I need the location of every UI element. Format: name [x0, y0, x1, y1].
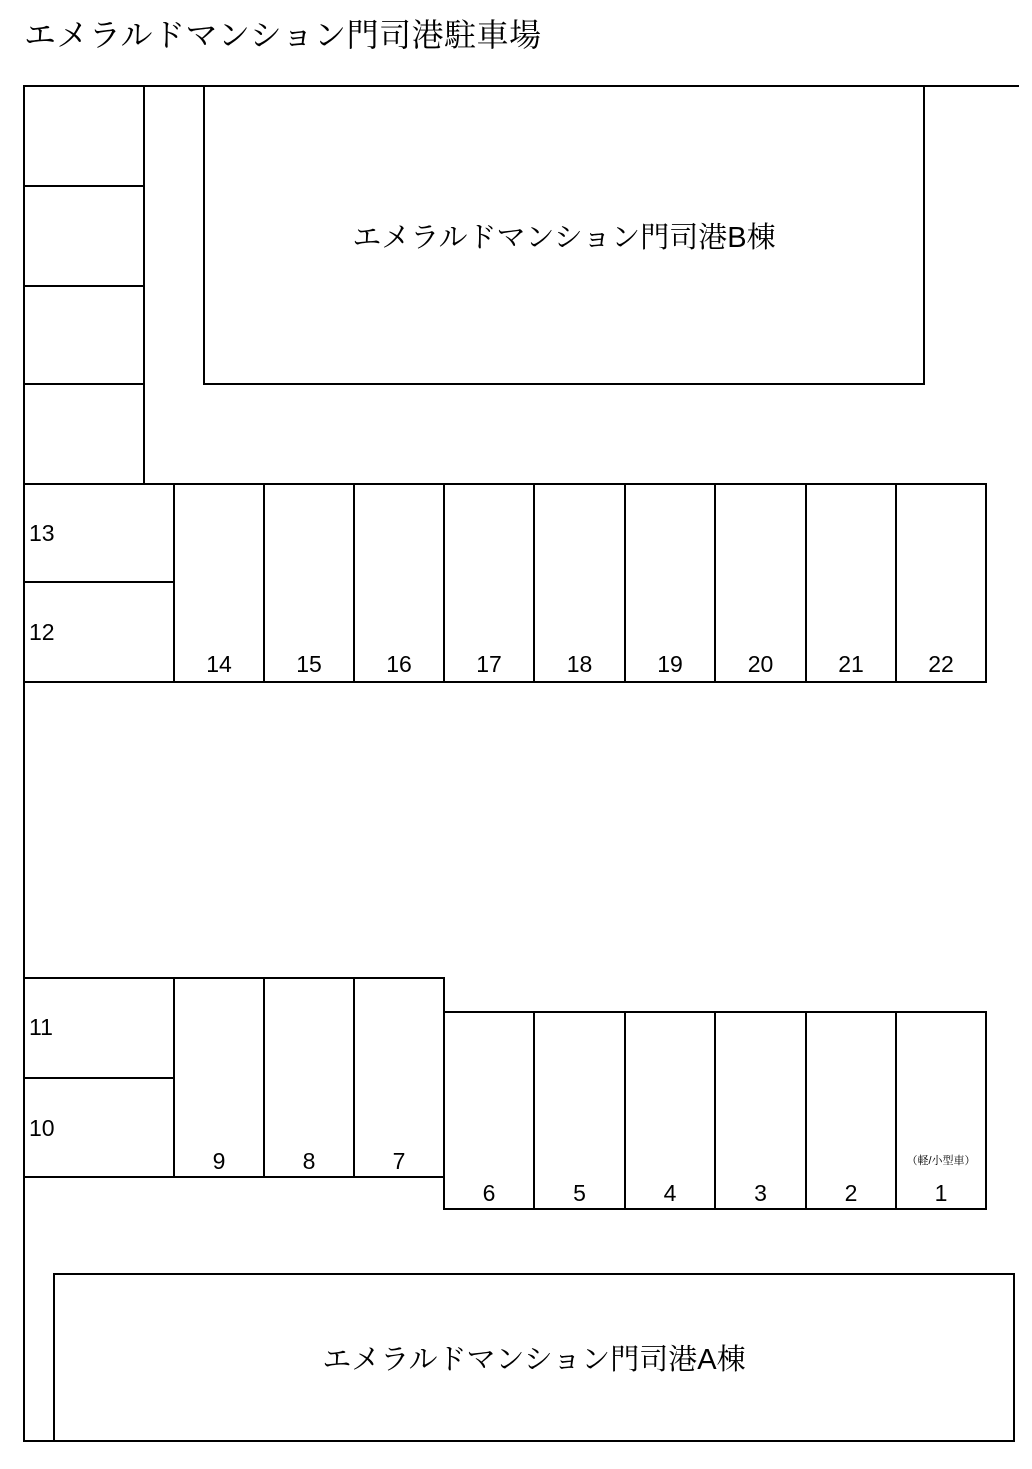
stall-8-label: 8 [302, 1148, 316, 1174]
wall-line [923, 85, 925, 385]
wall-line [985, 483, 987, 683]
stall-3-label: 3 [754, 1180, 767, 1206]
stall-18 [533, 483, 626, 681]
wall-line [353, 977, 355, 1178]
wall-line [263, 977, 265, 1178]
wall-line [23, 483, 987, 485]
wall-line [533, 1011, 535, 1210]
stall-21-label: 21 [838, 651, 864, 677]
wall-line [23, 85, 25, 1442]
stall-13-label: 13 [29, 520, 55, 546]
wall-line [53, 1273, 1015, 1275]
stall-5 [533, 1011, 626, 1210]
wall-line [624, 483, 626, 683]
stall-4 [624, 1011, 716, 1210]
wall-line [624, 1011, 626, 1210]
stall-8 [263, 977, 355, 1178]
wall-line [23, 285, 145, 287]
building-b [203, 85, 925, 385]
stall-22-label: 22 [928, 651, 954, 677]
wall-line [805, 483, 807, 683]
stall-13 [23, 483, 175, 583]
stall-21 [805, 483, 897, 681]
wall-line [533, 483, 535, 683]
empty-stall-2 [23, 185, 145, 287]
stall-15 [263, 483, 355, 681]
stall-14 [173, 483, 265, 681]
page-title: エメラルドマンション門司港駐車場 [24, 17, 542, 53]
stall-6-label: 6 [482, 1180, 496, 1206]
stall-16-label: 16 [386, 651, 412, 677]
stall-7 [353, 977, 445, 1178]
wall-line [805, 1011, 807, 1210]
stall-20 [714, 483, 807, 681]
stall-11 [23, 977, 175, 1077]
stall-9 [173, 977, 265, 1178]
wall-line [23, 581, 175, 583]
wall-line [985, 1011, 987, 1210]
wall-line [23, 1077, 175, 1079]
wall-line [714, 483, 716, 683]
empty-stall-4 [23, 383, 145, 485]
stall-9-label: 9 [212, 1148, 226, 1174]
stall-3 [714, 1011, 807, 1210]
stall-17 [443, 483, 535, 681]
wall-line [173, 483, 175, 683]
wall-line [203, 383, 925, 385]
wall-line [173, 977, 175, 1178]
wall-line [23, 977, 445, 979]
stall-11-label: 11 [29, 1014, 53, 1040]
stall-6 [443, 1011, 535, 1210]
stall-20-label: 20 [747, 651, 774, 677]
building-a-label: エメラルドマンション門司港A棟 [322, 1344, 746, 1376]
stall-10-label: 10 [29, 1114, 55, 1141]
stall-4-label: 4 [663, 1180, 677, 1206]
stall-22 [895, 483, 987, 681]
stall-19-label: 19 [657, 651, 683, 677]
stall-1 [895, 1011, 987, 1210]
wall-line [353, 483, 355, 683]
stall-2-label: 2 [844, 1180, 858, 1206]
stall-10 [23, 1077, 175, 1178]
stall-2 [805, 1011, 897, 1210]
building-a [53, 1273, 1015, 1442]
wall-line [443, 483, 445, 683]
wall-line [203, 85, 205, 385]
wall-line [895, 483, 897, 683]
wall-line [53, 1273, 55, 1442]
wall-line [23, 1440, 1015, 1442]
stall-15-label: 15 [296, 651, 322, 677]
wall-line [895, 1011, 897, 1210]
empty-stall-3 [23, 285, 145, 385]
stall-19 [624, 483, 716, 681]
stall-5-label: 5 [573, 1180, 586, 1206]
stall-12 [23, 581, 175, 683]
wall-line [23, 681, 987, 683]
wall-line [263, 483, 265, 683]
stall-1-size-note: （軽/小型車） [906, 1155, 976, 1167]
wall-line [714, 1011, 716, 1210]
wall-line [23, 85, 1019, 87]
stall-14-label: 14 [206, 651, 232, 677]
wall-line [1013, 1273, 1015, 1442]
wall-line [23, 1176, 445, 1178]
stall-7-label: 7 [392, 1148, 406, 1174]
wall-line [23, 383, 145, 385]
stall-17-label: 17 [476, 651, 502, 677]
stall-18-label: 18 [566, 651, 593, 677]
empty-stall-1 [23, 85, 145, 187]
stall-1-label: 1 [934, 1180, 948, 1206]
building-b-label: エメラルドマンション門司港B棟 [352, 221, 776, 254]
stall-12-label: 12 [29, 619, 55, 645]
wall-line [23, 185, 145, 187]
passage-strip [143, 85, 205, 485]
stall-16 [353, 483, 445, 681]
